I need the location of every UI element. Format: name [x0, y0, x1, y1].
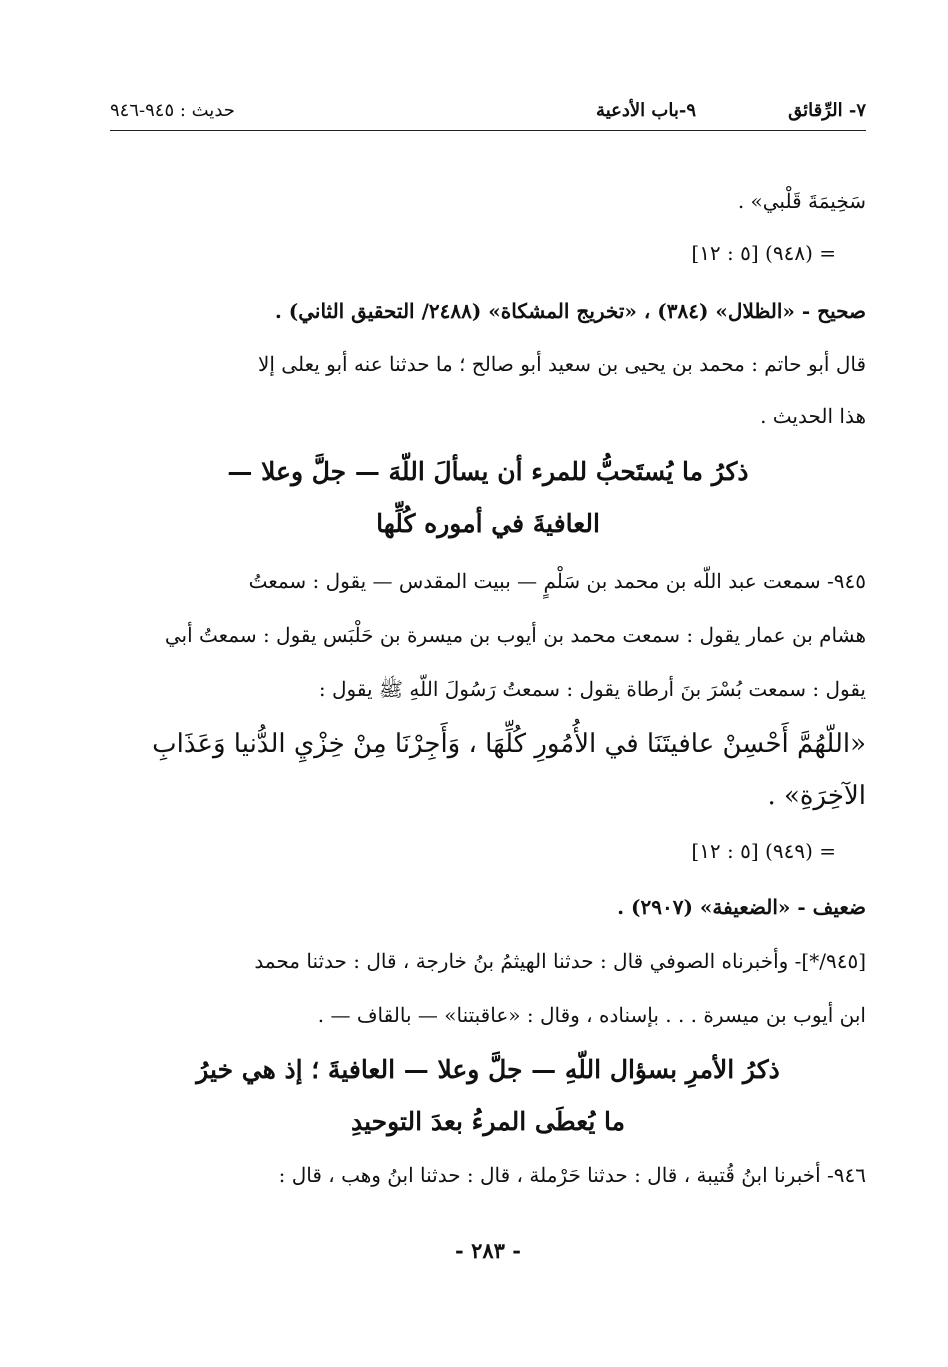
- hadith-line: ٩٤٦- أخبرنا ابنُ قُتيبة ، قال : حدثنا حَرْملة ، قال : حدثنا ابنُ وهب ، قال :: [278, 1163, 866, 1187]
- chapter-heading: ذكرُ الأمرِ بسؤال اللّهِ — جلَّ وعلا — العافيةَ ؛ إذ هي خيرُ: [196, 1055, 780, 1084]
- chapter-heading: ذكرُ ما يُستَحبُّ للمرء أن يسألَ اللّهَ — جلَّ وعلا —: [227, 457, 749, 486]
- hadith-quote: «اللّهُمَّ أَحْسِنْ عافيتَنَا في الأُمُورِ كُلِّهَا ، وَأَجِرْنَا مِنْ خِزْيِ الدُّنيا وَعَذَابِ: [152, 729, 866, 759]
- text-line: [٩٤٥/*]- وأخبرناه الصوفي قال : حدثنا الهيثمُ بنُ خارجة ، قال : حدثنا محمد: [254, 949, 866, 973]
- reference-line: = (٩٤٨) [٥ : ١٢]: [691, 241, 836, 265]
- grading-line: صحيح - «الظلال» (٣٨٤) ، «تخريج المشكاة» (٢٤٨٨/ التحقيق الثاني) .: [274, 299, 866, 323]
- text-line: قال أبو حاتم : محمد بن يحيى بن سعيد أبو صالح ؛ ما حدثنا عنه أبو يعلى إلا: [257, 352, 866, 376]
- chapter-heading: العافيةَ في أموره كُلِّها: [376, 509, 600, 538]
- hadith-line: يقول : سمعت بُسْرَ بنَ أرطاة يقول : سمعتُ رَسُولَ اللّهِ ﷺ يقول :: [318, 677, 866, 701]
- reference-line: = (٩٤٩) [٥ : ١٢]: [691, 839, 836, 863]
- text-line: ابن أيوب بن ميسرة . . . بإسناده ، وقال : «عاقبتنا» — بالقاف — .: [317, 1003, 866, 1027]
- hadith-line: هشام بن عمار يقول : سمعت محمد بن أيوب بن ميسرة بن حَلْبَس يقول : سمعتُ أبي: [164, 623, 866, 647]
- hadith-quote: الآخِرَةِ» .: [767, 781, 866, 811]
- running-head: [110, 96, 866, 131]
- hadith-range: حديث : ٩٤٥-٩٤٦: [110, 100, 235, 121]
- page-number: - ٢٨٣ -: [455, 1238, 521, 1263]
- book-page: [110, 0, 866, 1367]
- grading-line: ضعيف - «الضعيفة» (٢٩٠٧) .: [617, 895, 866, 919]
- text-line: هذا الحديث .: [760, 404, 866, 428]
- hadith-line: ٩٤٥- سمعت عبد اللّه بن محمد بن سَلْمٍ — ببيت المقدس — يقول : سمعتُ: [248, 569, 866, 593]
- text-line: سَخِيمَةَ قَلْبي» .: [737, 189, 866, 213]
- chapter-title: ٧- الرِّقائق: [788, 100, 866, 121]
- section-title: ٩-باب الأدعية: [596, 100, 696, 121]
- chapter-heading: ما يُعطَى المرءُ بعدَ التوحيدِ: [350, 1107, 626, 1136]
